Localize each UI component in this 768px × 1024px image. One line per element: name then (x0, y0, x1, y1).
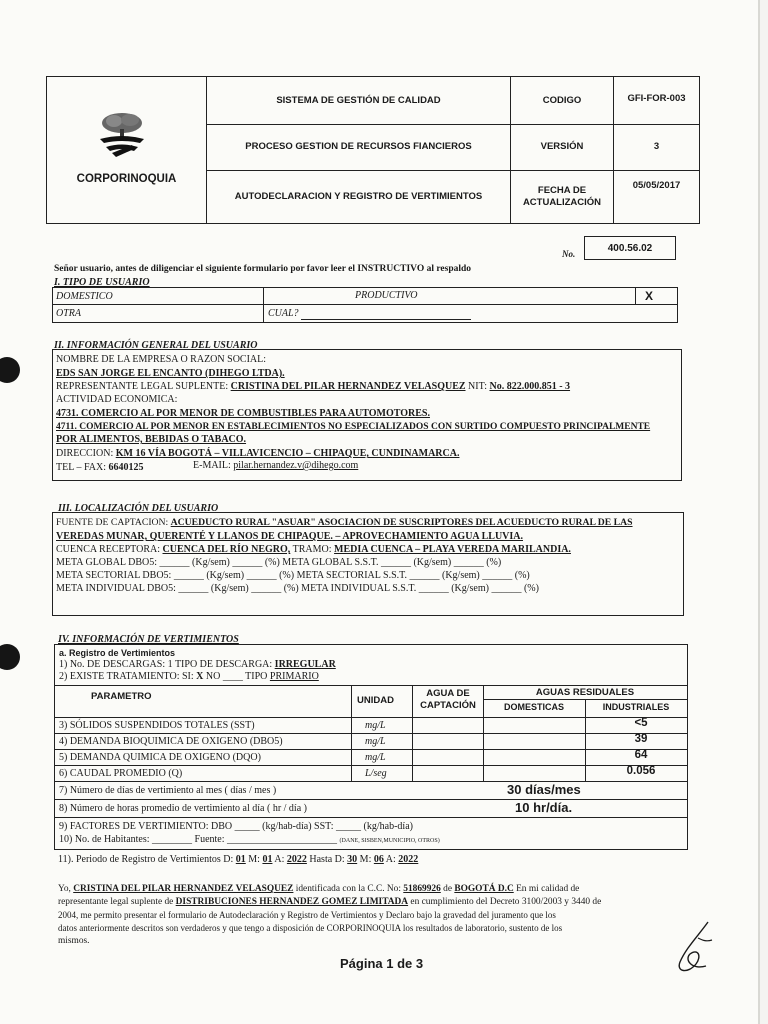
page-number: Página 1 de 3 (340, 956, 424, 971)
section2-title: II. INFORMACIÓN GENERAL DEL USUARIO (54, 340, 258, 351)
decl-text-5: mismos. (58, 936, 90, 946)
stretch-value: MEDIA CUENCA – PLAYA VEREDA MARILANDIA. (334, 544, 571, 555)
param-row-industrial: <5 (634, 717, 648, 729)
row7-value: 30 días/mes (507, 782, 581, 797)
other-label: OTRA (56, 308, 81, 319)
productive-mark: X (645, 289, 654, 303)
company-value: EDS SAN JORGE EL ENCANTO (DIHEGO LTDA). (56, 368, 285, 379)
section3-title: III. LOCALIZACIÓN DEL USUARIO (58, 503, 219, 514)
code-value: GFI-FOR-003 (627, 93, 686, 104)
date-label: FECHA DE ACTUALIZACIÓN (522, 185, 602, 208)
row9-label: 9) FACTORES DE VERTIMIENTO: DBO _____ (kg/hab-día) SST: _____ (kg/hab-día) (59, 821, 413, 832)
nit-value: No. 822.000.851 - 3 (489, 381, 571, 392)
activity-1: 4731. COMERCIO AL POR MENOR DE COMBUSTIBLES PARA AUTOMOTORES. (56, 408, 430, 419)
meta-individual: META INDIVIDUAL DBO5: ______ (Kg/sem) ______ (%) META INDIVIDUAL S.S.T. ______ (Kg/sem) ______ (%) (56, 583, 539, 594)
decl-yo: Yo, (58, 884, 71, 894)
productive-label: PRODUCTIVO (355, 290, 418, 301)
which-label: CUAL? (268, 308, 299, 319)
col-domestic: DOMESTICAS (503, 702, 564, 712)
param-row-label: 6) CAUDAL PROMEDIO (Q) (59, 768, 183, 779)
row7-label: 7) Número de días de vertimiento al mes ( días / mes ) (59, 785, 277, 796)
param-row-industrial: 64 (634, 749, 648, 761)
meta-sectorial: META SECTORIAL DBO5: ______ (Kg/sem) ______ (%) META SECTORIAL S.S.T. ______ (Kg/sem) ______ (%) (56, 570, 530, 581)
corporinoquia-logo-icon (92, 109, 152, 159)
period-m-label-2: M: (359, 854, 372, 865)
rep-label: REPRESENTANTE LEGAL SUPLENTE: (56, 381, 229, 392)
period-d2: 30 (347, 854, 358, 865)
decl-text-4: datos anteriormente descritos son verdaderos y que tengo a disposición de CORPORINOQUIA los resultados de laboratorio, sustento de los (58, 923, 563, 933)
param-row-label: 3) SÓLIDOS SUSPENDIDOS TOTALES (SST) (59, 720, 255, 731)
activity-2a: 4711. COMERCIO AL POR MENOR EN ESTABLECIMIENTOS NO ESPECIALIZADOS CON SURTIDO COMPUESTO PRINCIPALMENTE (56, 422, 651, 432)
decl-cc: 51869926 (403, 884, 441, 894)
treatment-type: PRIMARIO (269, 671, 319, 682)
nit-label: NIT: (468, 381, 487, 392)
decl-text-2b: en cumplimiento del Decreto 3100/2003 y 3440 de (410, 897, 602, 907)
source-value-a: ACUEDUCTO RURAL "ASUAR" ASOCIACION DE SUSCRIPTORES DEL ACUEDUCTO RURAL DE LAS (170, 517, 633, 528)
org-name: CORPORINOQUIA (76, 173, 177, 185)
decl-text-1c: de (443, 884, 452, 894)
code-label: CODIGO (542, 94, 582, 106)
decl-text-1b: identificada con la C.C. No: (295, 884, 401, 894)
period-a1: 2022 (286, 854, 307, 865)
row8-value: 10 hr/día. (515, 800, 573, 815)
param-row-unit: L/seg (365, 768, 387, 779)
row2-label: 2) EXISTE TRATAMIENTO: SI: (59, 671, 194, 682)
period-m-label: M: (248, 854, 260, 865)
discharge-table (54, 644, 688, 850)
param-row-industrial: 0.056 (626, 765, 656, 777)
period-hasta: Hasta D: (309, 854, 345, 865)
intro-text: Señor usuario, antes de diligenciar el siguiente formulario por favor leer el INSTRUCTIVO al respaldo (54, 264, 472, 274)
period-d1: 01 (235, 854, 246, 865)
row2-label-b: NO ____ TIPO (205, 671, 268, 682)
date-value: 05/05/2017 (632, 180, 681, 191)
user-type-table (52, 287, 678, 323)
email-value: pilar.hernandez.v@dihego.com (233, 460, 359, 471)
rep-value: CRISTINA DEL PILAR HERNANDEZ VELASQUEZ (230, 381, 466, 392)
punch-hole-bottom (0, 644, 20, 670)
section4-title: IV. INFORMACIÓN DE VERTIMIENTOS (58, 634, 239, 645)
period-m1: 01 (262, 854, 273, 865)
basin-label: CUENCA RECEPTORA: (56, 544, 160, 555)
param-row-unit: mg/L (365, 752, 386, 763)
activity-label: ACTIVIDAD ECONOMICA: (56, 394, 178, 405)
param-row-industrial: 39 (634, 733, 648, 745)
source-label: FUENTE DE CAPTACION: (56, 517, 169, 528)
source-value-b: VEREDAS MUNAR, QUERENTÉ Y LLANOS DE CHIPAQUE. – APROVECHAMIENTO AGUA LLUVIA. (56, 531, 523, 542)
decl-text-1d: En mi calidad de (516, 884, 580, 894)
email-label: E-MAIL: (193, 460, 231, 471)
section1-title: I. TIPO DE USUARIO (54, 277, 150, 288)
decl-text-3: 2004, me permito presentar el formulario de Autodeclaración y Registro de Vertimientos y Declaro bajo la gravedad del juramento que los (58, 910, 556, 920)
version-value: 3 (653, 141, 660, 153)
row1-label: 1) No. DE DESCARGAS: 1 TIPO DE DESCARGA: (59, 659, 273, 670)
row8-label: 8) Número de horas promedio de vertimiento al día ( hr / día ) (59, 803, 307, 814)
decl-company: DISTRIBUCIONES HERNANDEZ GOMEZ LIMITADA (175, 897, 409, 907)
location-box (52, 512, 684, 616)
number-box: 400.56.02 (584, 236, 676, 260)
address-label: DIRECCION: (56, 448, 114, 459)
general-info-box (52, 349, 682, 481)
declaration (58, 883, 688, 948)
stretch-label: TRAMO: (292, 544, 332, 555)
logo-area (47, 77, 206, 223)
process-title: PROCESO GESTION DE RECURSOS FIANCIEROS (245, 141, 472, 153)
col-unit: UNIDAD (357, 695, 394, 706)
decl-name: CRISTINA DEL PILAR HERNANDEZ VELASQUEZ (73, 884, 294, 894)
param-row-label: 4) DEMANDA BIOQUIMICA DE OXIGENO (DBO5) (59, 736, 283, 747)
form-title: AUTODECLARACION Y REGISTRO DE VERTIMIENTOS (234, 190, 483, 202)
row10-label: 10) No. de Habitantes: ________ Fuente: ______________________ (59, 834, 338, 845)
tel-label: TEL – FAX: (56, 462, 106, 473)
discharge-type: IRREGULAR (274, 659, 336, 670)
domestic-label: DOMESTICO (56, 291, 113, 302)
punch-hole-top (0, 357, 20, 383)
header-table (46, 76, 700, 224)
basin-value: CUENCA DEL RÍO NEGRO, (162, 544, 291, 555)
col-industrial: INDUSTRIALES (602, 702, 670, 712)
signature-icon (668, 918, 724, 978)
tel-value: 6640125 (108, 462, 144, 473)
param-row-unit: mg/L (365, 720, 386, 731)
period-m2: 06 (373, 854, 384, 865)
row10-note: (DANE, SISBEN,MUNICIPIO, OTROS) (339, 838, 440, 844)
col-intake: AGUA DE CAPTACIÓN (420, 688, 476, 711)
param-row-unit: mg/L (365, 736, 386, 747)
version-label: VERSIÓN (540, 141, 584, 153)
company-label: NOMBRE DE LA EMPRESA O RAZON SOCIAL: (56, 354, 267, 365)
period-a-label: A: (274, 854, 285, 865)
sub-a-title: a. Registro de Vertimientos (59, 648, 176, 658)
meta-global: META GLOBAL DBO5: ______ (Kg/sem) ______ (%) META GLOBAL S.S.T. ______ (Kg/sem) ______ (%) (56, 557, 502, 568)
activity-2b: POR ALIMENTOS, BEBIDAS O TABACO. (56, 434, 247, 445)
period-a-label-2: A: (385, 854, 396, 865)
treatment-yes: X (196, 671, 204, 682)
col-waste: AGUAS RESIDUALES (535, 687, 635, 698)
param-row-label: 5) DEMANDA QUIMICA DE OXIGENO (DQO) (59, 752, 261, 763)
period-label: 11). Periodo de Registro de Vertimientos D: (58, 854, 234, 865)
decl-city: BOGOTÁ D.C (454, 884, 514, 894)
period-a2: 2022 (398, 854, 419, 865)
number-label: No. (562, 249, 576, 259)
col-parameter: PARAMETRO (91, 691, 152, 702)
decl-text-2a: representante legal suplente de (58, 897, 174, 907)
address-value: KM 16 VÍA BOGOTÁ – VILLAVICENCIO – CHIPAQUE, CUNDINAMARCA. (115, 448, 460, 459)
system-title: SISTEMA DE GESTIÓN DE CALIDAD (276, 94, 441, 106)
period-row (58, 854, 418, 866)
